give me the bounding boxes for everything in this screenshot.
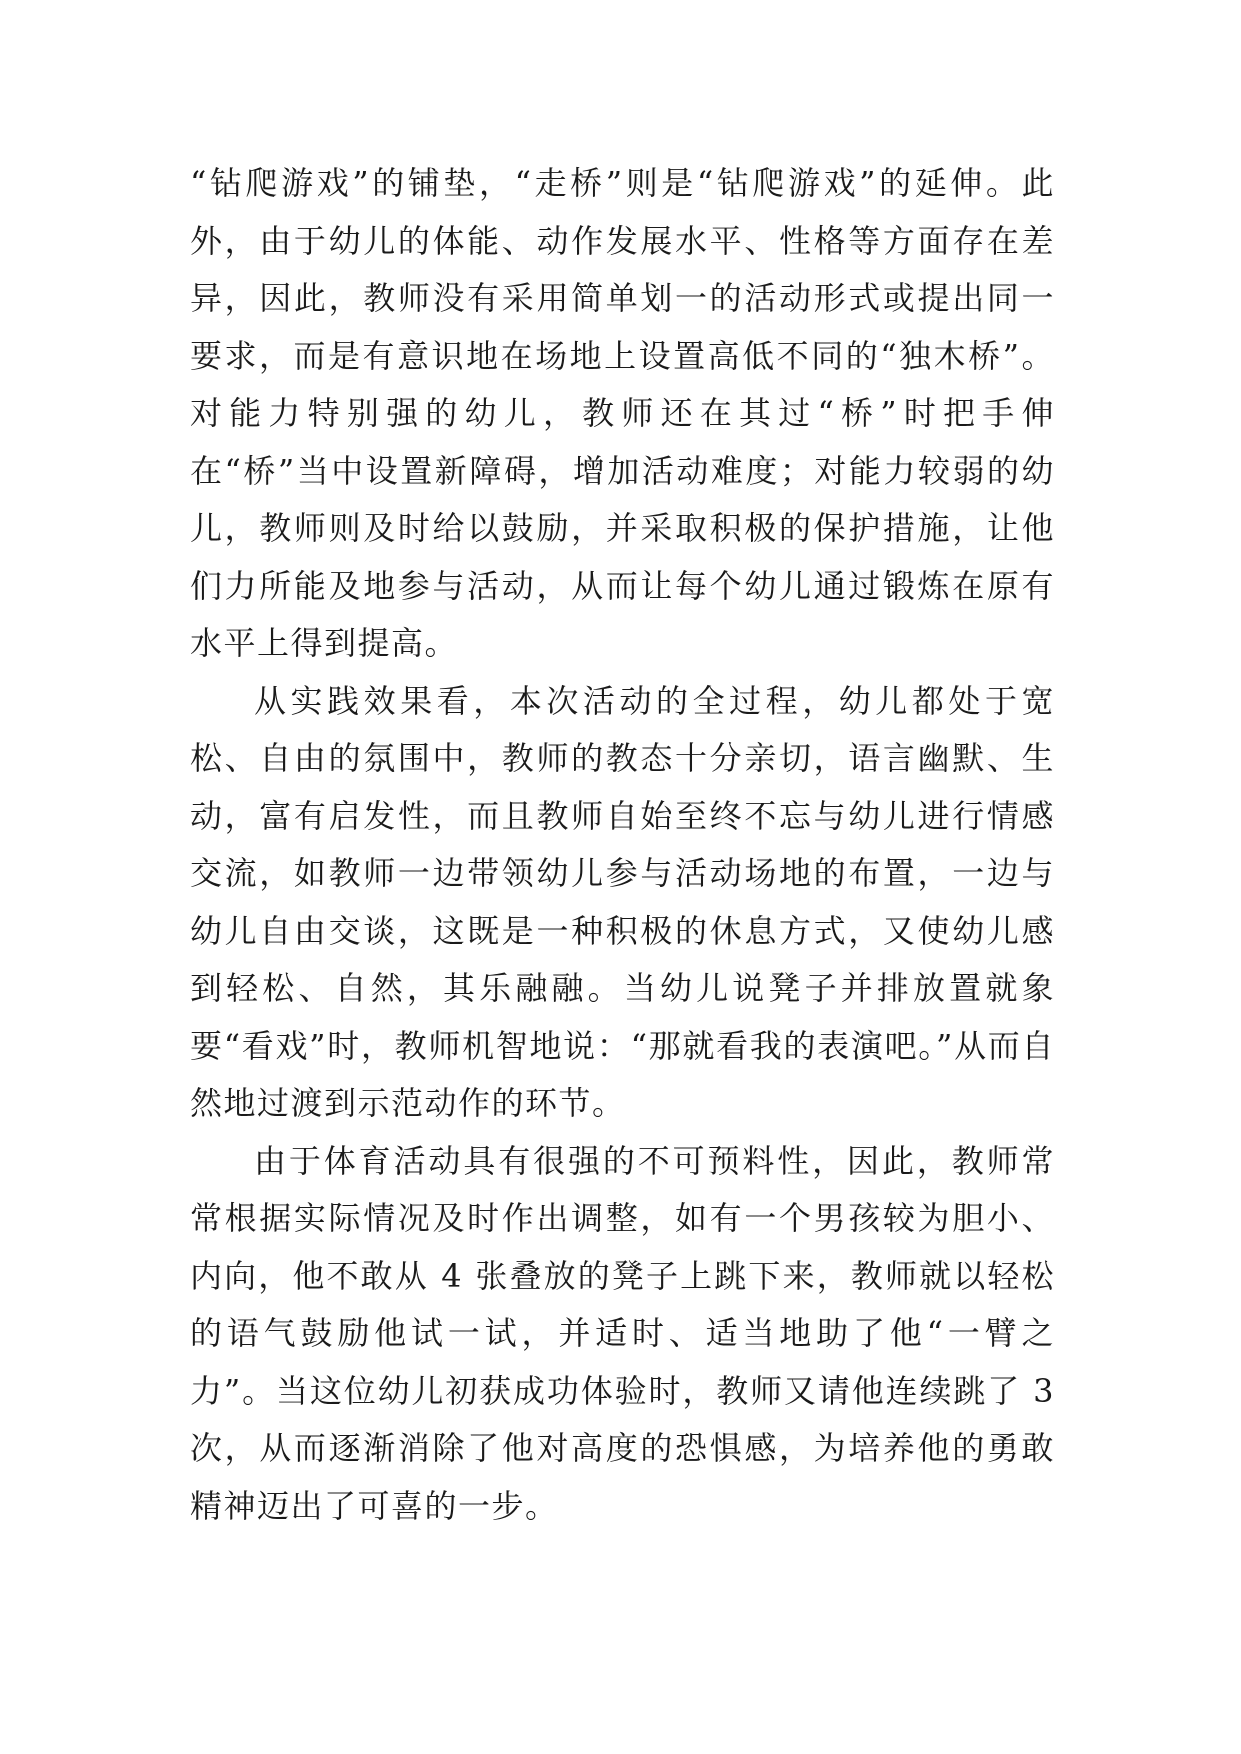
paragraph-adjustment: 由于体育活动具有很强的不可预料性，因此，教师常常根据实际情况及时作出调整，如有一个男孩较为胆小、内向，他不敢从 4 张叠放的凳子上跳下来，教师就以轻松的语气鼓励他试一试，并适时、适当地助了他“一臂之力”。当这位幼儿初获成功体验时，教师又请他连续跳了 3 次，从而逐渐消除了他对高度的恐惧感，为培养他的勇敢精神迈出了可喜的一步。 [190,1141,1055,1525]
body-text [190,155,1055,1535]
paragraph-practice-effect: 从实践效果看，本次活动的全过程，幼儿都处于宽松、自由的氛围中，教师的教态十分亲切，语言幽默、生动，富有启发性，而且教师自始至终不忘与幼儿进行情感交流，如教师一边带领幼儿参与活动场地的布置，一边与幼儿自由交谈，这既是一种积极的休息方式，又使幼儿感到轻松、自然，其乐融融。当幼儿说凳子并排放置就象要“看戏”时，教师机智地说：“那就看我的表演吧。”从而自然地过渡到示范动作的环节。 [190,681,1055,1122]
paragraph-continuation: “钻爬游戏”的铺垫，“走桥”则是“钻爬游戏”的延伸。此外，由于幼儿的体能、动作发展水平、性格等方面存在差异，因此，教师没有采用简单划一的活动形式或提出同一要求，而是有意识地在场地上设置高低不同的“独木桥”。对能力特别强的幼儿，教师还在其过“桥”时把手伸在“桥”当中设置新障碍，增加活动难度；对能力较弱的幼儿，教师则及时给以鼓励，并采取积极的保护措施，让他们力所能及地参与活动，从而让每个幼儿通过锻炼在原有水平上得到提高。 [190,164,1055,662]
